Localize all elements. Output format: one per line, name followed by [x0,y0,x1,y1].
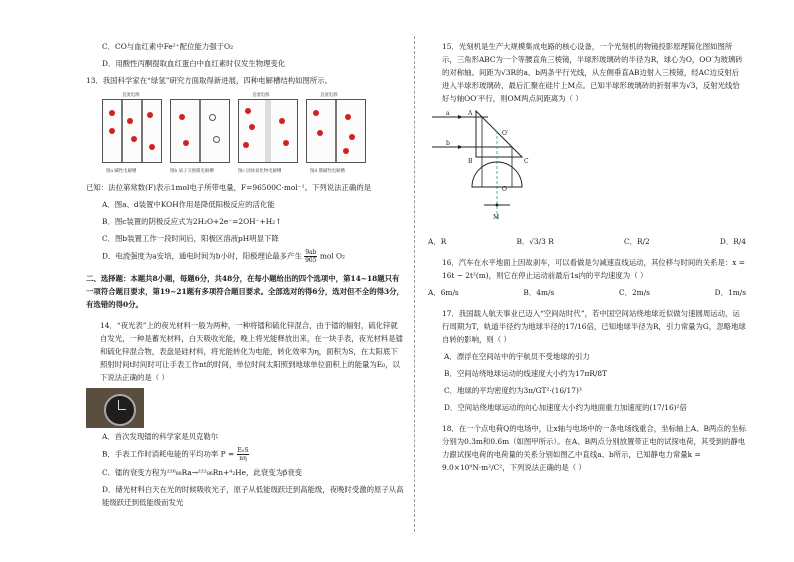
q14-option-d: D．储光材料白天在光的时候吸收光子，原子从低能级跃迁到高能级，夜晚时受激的原子从高能级跃迁到低能级而发光 [102,485,404,507]
label-B: B [468,158,473,165]
section-2-title: 二、选择题：本题共8小题，每题6分，共48分，在每小题给出的四个选项中，第14~18题只有一项符合题目要求，第19~21题有多项符合题目要求。全部选对的得6分，选对但不全的得3分，有选错的得0分。 [86,274,404,309]
q14-b-p: P = [220,449,235,459]
q17-option-c: C．地球的平均密度约为3π/GT²·(16/17)³ [444,386,582,395]
q13-option-a: A．图a、d装置中KOH作用是降低阳极反应的活化能 [102,200,275,209]
q14-b-num: E₀S [237,447,249,454]
q14-stem: 14．“夜光表”上的夜光材料一般为两种，一种将镭和硫化锌混合，由于镭的辐射，硫化锌就自发光，一种是蓄光材料，白天吸收光能，晚上将光能释放出来，在一块手表，夜光材料是镭和硫化锌混合物，表盘是硅材料，将光能转化为电能，转化效率为η，面积为S，在太阳底下照射时间t时间时可让手表工作nt的时间，单位时间太阳照到地球单位面积上的能量为E₀，以下说法正确的是（ ） [100,321,404,382]
fig13-caption-d: 图d 膜碱性电解槽 [310,169,345,174]
q13-d-fraction [304,249,317,264]
label-M: M [493,214,500,221]
q13-known: 已知：法拉第常数(F)表示1mol电子所带电量，F=96500C·mol⁻¹。下列说法正确的是 [86,183,372,192]
q16-option-a: A．6m/s [428,288,459,297]
q13-d-num: 9ab [305,249,317,256]
q14-option-c: C．镭的衰变方程为²²⁶₈₈Ra→²²²₈₆Rn+⁴₂He，此衰变为β衰变 [102,468,303,477]
label-b: b [446,140,450,147]
q15-stem: 15．光刻机是生产大规模集成电路的核心设备，一个光刻机的物镜投影原理简化图如图所示，三角形ABC为一个等腰直角三棱镜，半球形玻璃砖的半径为R，球心为O，OO′为玻璃砖的对称轴。间距为√3R的a、b两条平行光线，从左侧垂直AB边射入三棱镜，经AC边反射后进入半球形玻璃砖，最后汇聚在硅片上M点。已知半球形玻璃砖的折射率为√3，反射光线恰好与轴OO′平行，则OM两点间距离为（ ） [442,42,743,103]
q13-d-post: mol O₂ [319,251,346,261]
q15-option-b: B．√3/3 R [516,237,554,246]
q13-option-b: B．图c装置的阴极反应式为2H₂O+2e⁻=2OH⁻+H₂↑ [102,217,282,226]
label-C: C [524,158,529,165]
q13-d-den: 965 [305,257,317,264]
q17-option-b: B．空间站绕地球运动的线速度大小约为17πR/8T [444,369,608,378]
q16-option-d: D．1m/s [714,288,746,297]
fig13-caption-a: 图a 碱性电解槽 [106,169,137,174]
q15-option-d: D．R/4 [719,237,746,246]
label-A: A [468,110,473,117]
q15-option-a: A．R [428,237,447,246]
cell-d [306,99,366,163]
label-a: a [446,110,450,117]
q15-options [428,235,746,248]
right-column [428,40,746,474]
column-divider [414,36,415,532]
q17-option-a: A．漂浮在空间站中的宇航员不受地球的引力 [444,352,590,361]
cell-b [170,99,230,163]
q14-b-fraction [237,447,250,462]
q15-option-c: C．R/2 [623,237,650,246]
q13-d-pre: D．电流强度为a安培，通电时间为b小时，阳极理论最多产生 [102,251,302,261]
q14-option-a: A．首次发现镭的科学家是贝克勒尔 [102,432,219,441]
q14-b-pre: B．手表工作时消耗电能的平均功率 [102,449,219,459]
fig13-caption-b: 图b 质子交换膜电解槽 [170,169,214,174]
watch-photo [86,388,144,428]
q16-option-c: C．2m/s [618,288,650,297]
q13-figure [100,89,370,181]
label-O-prime: O′ [502,130,509,137]
q14-option-b [86,447,404,462]
q13-option-d [86,249,404,264]
q16-options [428,286,746,299]
cell-c [238,99,298,163]
fig13-header-a: 直流电源 [122,93,140,98]
q13-option-c: C．图b装置工作一段时间后，阳极区溶液pH明显下降 [102,234,279,243]
q18-stem: 18．在一个点电荷Q的电场中，让x轴与电场中的一条电场线重合，坐标轴上A、B两点的坐标分别为0.3m和0.6m（如图甲所示）。在A、B两点分别放置带正电的试探电荷，其受到的静电力跟试探电荷的电荷量的关系分别如图乙中直线a、b所示，已知静电力常量k = 9.0×10⁹N·m²/C²，下列说法正确的是（ ） [442,424,746,472]
cell-a [102,99,162,163]
q16-option-b: B．4m/s [523,288,555,297]
q16-stem: 16．汽车在水平地面上因故刹车，可以看做是匀减速直线运动，其位移与时间的关系是：x = 16t − 2t²(m)，则它在停止运动前最后1s内的平均速度为（ ） [442,258,745,280]
q17-stem: 17．我国载人航天事业已迈入“空间站时代”，若中国空间站绕地球近似做匀速圆周运动，运行周期为T，轨道半径约为地球半径的17/16倍，已知地球半径为R，引力常量为G，忽略地球自转的影响，则（ ） [442,309,746,344]
q15-figure [428,107,746,235]
q17-option-d: D．空间站绕地球运动的向心加速度大小约为地面重力加速度的(17/16)²倍 [444,403,687,412]
left-column [86,40,404,509]
q14-b-den: nη [239,455,247,462]
fig13-caption-c: 图c 固体氧化物电解槽 [238,169,282,174]
q13-stem: 13．我国科学家在“绿氢”研究方面取得新进展，四种电解槽结构如图所示。 [86,76,333,85]
fig13-header-d: 直流电源 [320,93,338,98]
q12-option-d: D．用酸性丙酮提取血红蛋白中血红素时仅发生物理变化 [102,59,286,68]
q12-option-c: C．CO与血红素中Fe²⁺配位能力强于O₂ [102,42,234,51]
fig13-header-c: 直流电源 [252,93,270,98]
label-O: O [502,186,507,193]
